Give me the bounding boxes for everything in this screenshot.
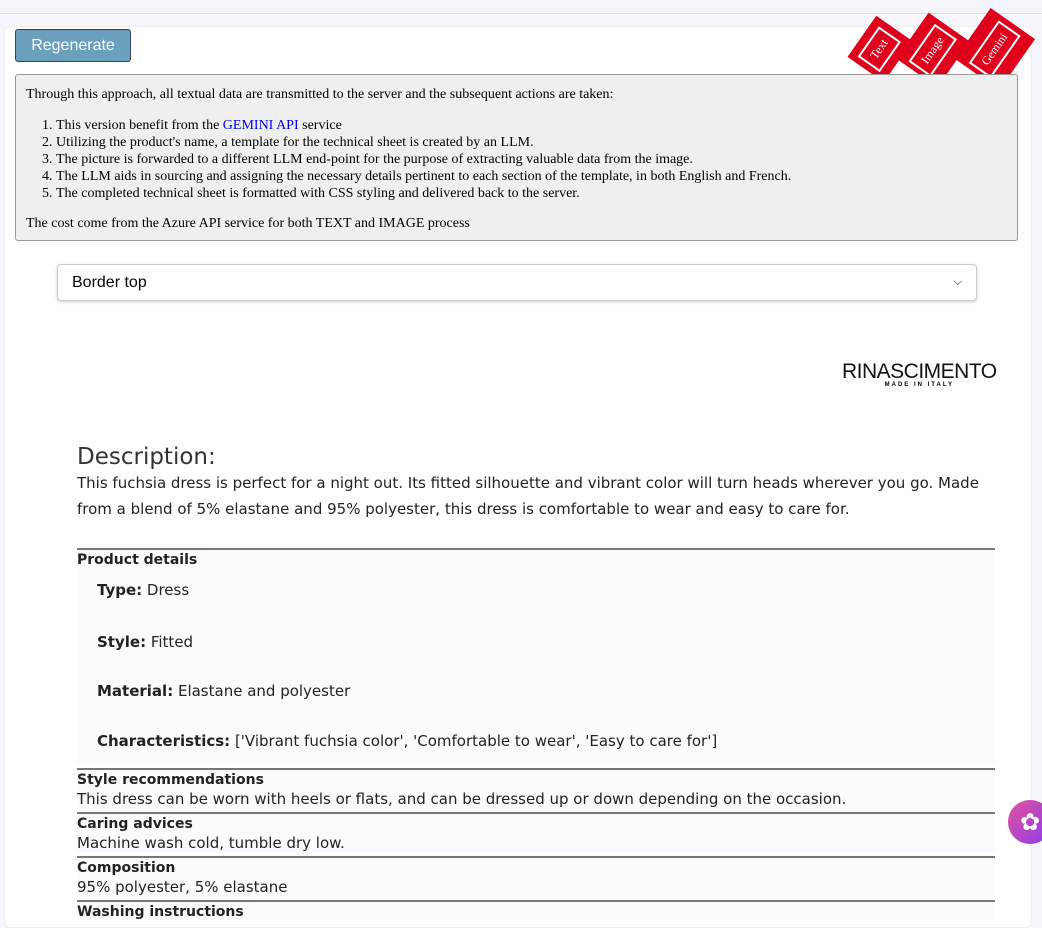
assistant-brain-icon[interactable]: ✿: [1008, 800, 1042, 844]
product-details-section: [77, 548, 995, 764]
composition-section: [77, 856, 995, 896]
description-text: This fuchsia dress is perfect for a night out. Its fitted silhouette and vibrant color will turn heads wherever you go. Made from a blend of 5% elastane and 95% polyester, this dress is comfortable to wear and easy to care for.: [77, 474, 979, 518]
image-stamp: Image: [896, 13, 969, 88]
section-title: Washing instructions: [77, 904, 244, 920]
step-item: 4. The LLM aids in sourcing and assigning the necessary details pertinent to each section of the template, in both English and French.: [56, 168, 1007, 185]
gemini-api-link[interactable]: GEMINI API: [222, 118, 299, 133]
section-title: Style recommendations: [77, 772, 264, 788]
step-item: 3. The picture is forwarded to a different LLM end-point for the purpose of extracting valuable data from the image.: [56, 151, 1007, 168]
step-item: 1. This version benefit from the GEMINI API service: [56, 117, 1007, 134]
caring-section: [77, 812, 995, 852]
detail-characteristics: Characteristics: ['Vibrant fuchsia color', 'Comfortable to wear', 'Easy to care for']: [97, 731, 718, 750]
info-panel: [15, 74, 1018, 241]
section-title: Product details: [77, 552, 198, 568]
section-text: 95% polyester, 5% elastane: [77, 878, 288, 896]
technical-sheet: [77, 444, 995, 920]
steps-list: [26, 117, 1007, 202]
style-select[interactable]: Border top ⌵: [57, 264, 977, 301]
section-text: Machine wash cold, tumble dry low.: [77, 834, 345, 852]
style-section: [77, 768, 995, 808]
detail-material: Material: Elastane and polyester: [97, 682, 351, 700]
info-intro: Through this approach, all textual data are transmitted to the server and the subsequent actions are taken:: [26, 87, 614, 102]
top-bar: [0, 0, 1042, 14]
section-title: Caring advices: [77, 816, 193, 832]
detail-type: Type: Dress: [97, 581, 190, 599]
detail-style: Style: Fitted: [97, 632, 194, 651]
section-text: This dress can be worn with heels or flats, and can be dressed up or down depending on the occasion.: [77, 790, 847, 808]
info-cost: The cost come from the Azure API service for both TEXT and IMAGE process: [26, 216, 470, 231]
step-item: 2. Utilizing the product's name, a template for the technical sheet is created by an LLM.: [56, 134, 1007, 151]
gemini-stamp: Gemini: [955, 8, 1035, 90]
text-stamp: Text: [848, 16, 913, 82]
step-item: 5. The completed technical sheet is formatted with CSS styling and delivered back to the server.: [56, 185, 1007, 202]
description-title: Description:: [77, 444, 216, 470]
brand-logo: RINASCIMENTO MADE IN ITALY: [842, 360, 997, 388]
washing-section: [77, 900, 995, 920]
chevron-down-icon: ⌵: [953, 276, 962, 288]
regenerate-button[interactable]: Regenerate: [15, 29, 131, 62]
section-title: Composition: [77, 860, 176, 876]
